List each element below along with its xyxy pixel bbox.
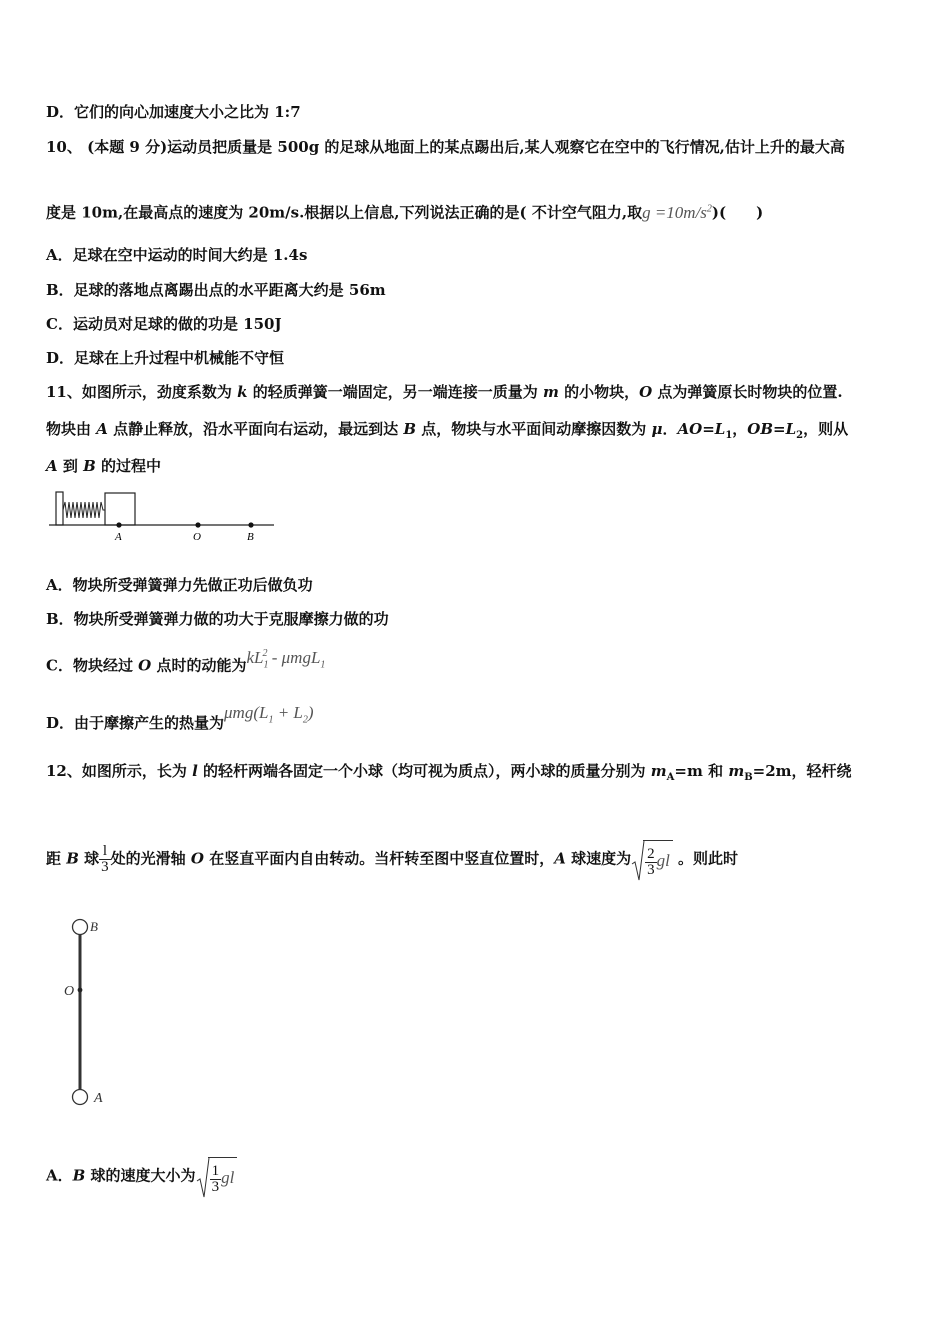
q11-text: ，则从 [803, 420, 849, 438]
q11-text: 的小物块， [558, 383, 640, 401]
q12-text: 球速度为 [565, 849, 632, 868]
q9-option-d: D．它们的向心加速度大小之比为 1:7 [46, 103, 301, 121]
q11-text: 点时的动能为 [151, 656, 247, 675]
label-A: A [115, 531, 122, 543]
q12-and: 和 [702, 762, 729, 780]
q10-g-value: g =10m/s [642, 202, 707, 222]
q11-stem-line2 [46, 419, 848, 446]
q12-text: 球 [78, 849, 100, 868]
q11-sub: 1 [320, 659, 326, 671]
q11-text: ． [662, 420, 678, 438]
q11-A: A [46, 457, 58, 475]
q11-A: A [96, 420, 108, 438]
q12-A: A [554, 849, 566, 868]
point-B [248, 522, 253, 527]
q12-v-gl: gl [656, 851, 670, 870]
q11-B: B [403, 420, 417, 438]
q12-a-num: 1 [211, 1162, 220, 1179]
q11-option-c-formula [246, 647, 326, 671]
q12-v-den: 3 [647, 861, 655, 878]
q10-stem-text: 度是 10m,在最高点的速度为 20m/s.根据以上信息,下列说法正确的是( 不计空气阻力,取 [46, 203, 643, 222]
q11-sub: 2 [302, 714, 308, 726]
q12-a-gl: gl [221, 1168, 235, 1187]
q11-eq: = [773, 420, 786, 438]
q10-stem-line1: 10、 (本题 9 分)运动员把质量是 500g 的足球从地面上的某点踢出后,某人观察它在空中的飞行情况,估计上升的最大高 [46, 138, 845, 156]
label-O: O [193, 531, 201, 543]
q12-text: 处的光滑轴 [110, 849, 191, 868]
label-O: O [64, 984, 75, 999]
label-B: B [247, 531, 254, 543]
q12-text: 12、如图所示，长为 [46, 762, 193, 780]
ball-A [73, 1090, 88, 1105]
q12-frac-den: 3 [101, 859, 109, 875]
q10-option-c: C．运动员对足球的做的功是 150J [46, 315, 282, 333]
q11-eq: = [702, 420, 715, 438]
q11-text: D．由于摩擦产生的热量为 [46, 714, 225, 732]
q11-text: 点静止释放，沿水平面向右运动，最远到达 [107, 420, 404, 438]
q12-v-num: 2 [647, 845, 655, 862]
q11-sub: 1 [263, 659, 269, 671]
q11-O: O [639, 383, 653, 401]
q11-option-d-formula [224, 703, 314, 726]
q10-g-formula [642, 203, 712, 222]
q12-text: 距 [46, 849, 67, 868]
q12-a-den: 3 [211, 1178, 220, 1195]
q12-frac-num: l [99, 844, 111, 860]
q12-text: 在竖直平面内自由转动。当杆转至图中竖直位置时， [203, 849, 555, 868]
q11-AO: AO [677, 420, 703, 438]
q11-k: k [237, 383, 248, 401]
q11-O: O [138, 656, 152, 675]
q10-option-a: A．足球在空中运动的时间大约是 1.4s [46, 246, 308, 264]
q11-text: 点为弹簧原长时物块的位置. [652, 383, 843, 401]
q10-g-exp: 2 [706, 203, 712, 214]
q11-spring-figure [46, 488, 278, 544]
q11-sub1: 1 [725, 430, 733, 441]
wall [56, 492, 63, 525]
q11-plus: + L [273, 703, 303, 722]
q11-mu: μ [651, 420, 663, 438]
q11-umgL: - μmgL [267, 647, 321, 667]
q11-text: 到 [57, 457, 84, 475]
q12-text: 的轻杆两端各固定一个小球（均可视为质点），两小球的质量分别为 [197, 762, 651, 780]
q11-L2: L [785, 420, 797, 438]
q12-sub: B [744, 772, 753, 783]
q12-l: l [192, 762, 198, 780]
q12-option-a [46, 1157, 237, 1196]
q11-kL: kL [246, 647, 264, 667]
q12-mA: m [650, 762, 667, 780]
q12-option-a-sqrt [196, 1157, 238, 1196]
sqrt-sign [196, 1157, 210, 1199]
q11-text: 的轻质弹簧一端固定，另一端连接一质量为 [247, 383, 543, 401]
q12-fraction-l-over-3 [99, 844, 111, 875]
spring [63, 502, 105, 518]
q10-option-d: D．足球在上升过程中机械能不守恒 [46, 349, 285, 367]
q12-stem-line2 [46, 840, 738, 879]
q12-stem-line1 [46, 761, 852, 788]
q11-text: C．物块经过 [46, 656, 139, 675]
q11-sub: 1 [268, 714, 274, 726]
q12-B: B [72, 1166, 86, 1185]
q11-L1: L [714, 420, 726, 438]
q11-text: 物块由 [46, 420, 97, 438]
q10-stem-line2 [46, 199, 763, 223]
q12-text: 球的速度大小为 [85, 1166, 196, 1185]
q11-stem-line3 [46, 456, 161, 476]
point-A [116, 522, 121, 527]
q11-text: 11、如图所示，劲度系数为 [46, 383, 238, 401]
q12-sqrt-velocity [631, 840, 673, 879]
q11-stem-line1 [46, 382, 843, 402]
q12-text: ，轻杆绕 [791, 762, 852, 780]
q12-text: A． [46, 1166, 73, 1185]
q11-text: 点，物块与水平面间动摩擦因数为 [416, 420, 652, 438]
q11-option-b: B．物块所受弹簧弹力做的功大于克服摩擦力做的功 [46, 610, 389, 628]
q10-stem-end: )( ) [711, 203, 764, 222]
q12-O: O [190, 849, 204, 868]
ball-B [73, 920, 88, 935]
label-B: B [90, 919, 98, 934]
q11-OB: OB [747, 420, 774, 438]
q12-sub: A [666, 772, 675, 783]
q11-sub2: 2 [796, 430, 804, 441]
label-A: A [94, 1091, 103, 1106]
q11-umg: μmg(L [224, 703, 269, 722]
q11-B: B [83, 457, 96, 475]
sqrt-sign [631, 840, 645, 882]
axis-O [78, 988, 83, 993]
q12-mB: m [728, 762, 745, 780]
q12-eq: =m [674, 762, 703, 780]
q12-text: 。则此时 [672, 849, 739, 868]
q10-option-b: B．足球的落地点离踢出点的水平距离大约是 56m [46, 281, 386, 299]
q11-option-c [46, 647, 326, 683]
q12-rod-figure [60, 914, 120, 1110]
q11-m: m [542, 383, 559, 401]
block [105, 493, 135, 525]
q11-comma: ， [732, 420, 748, 438]
q11-close: ) [307, 703, 314, 722]
q12-eq: =2m [752, 762, 792, 780]
q12-B: B [66, 849, 79, 868]
q11-sup: 2 [262, 648, 268, 659]
q11-option-a: A．物块所受弹簧弹力先做正功后做负功 [46, 576, 313, 594]
point-O [195, 522, 200, 527]
q11-text: 的过程中 [95, 457, 162, 475]
